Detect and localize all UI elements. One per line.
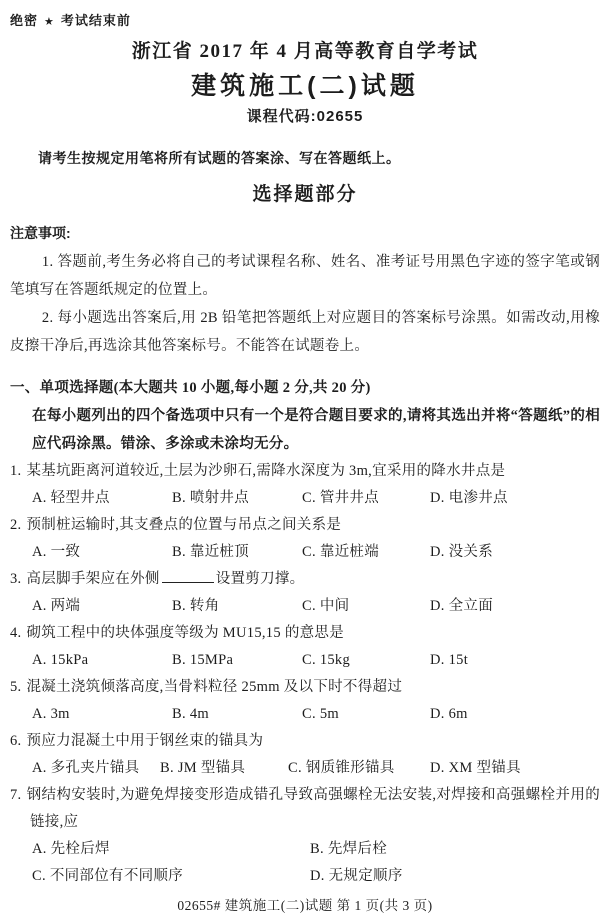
part-one-heading: 一、单项选择题(本大题共 10 小题,每小题 2 分,共 20 分) xyxy=(10,380,371,396)
question-number: 3. xyxy=(10,571,22,587)
question-2-text xyxy=(10,512,600,539)
option-c: C. 钢质锥形锚具 xyxy=(288,760,395,776)
notes-heading: 注意事项: xyxy=(10,225,71,241)
question-number: 6. xyxy=(10,733,22,749)
question-5-options xyxy=(32,701,600,728)
option-a: A. 一致 xyxy=(32,544,81,560)
course-code: 课程代码:02655 xyxy=(246,108,364,125)
option-d: D. 15t xyxy=(430,652,469,668)
exam-timing-label: 考试结束前 xyxy=(60,13,131,28)
fill-in-blank xyxy=(162,569,214,583)
option-a: A. 多孔夹片锚具 xyxy=(32,760,140,776)
question-text: 钢结构安装时,为避免焊接变形造成错孔导致高强螺栓无法安装,对焊接和高强螺栓并用的链接,应 xyxy=(26,787,600,830)
answer-sheet-notice: 请考生按规定用笔将所有试题的答案涂、写在答题纸上。 xyxy=(38,150,401,166)
question-text: 预制桩运输时,其支叠点的位置与吊点之间关系是 xyxy=(26,517,342,533)
question-number: 7. xyxy=(10,787,22,803)
question-7-options-row-1 xyxy=(32,836,600,863)
exam-session-title: 浙江省 2017 年 4 月高等教育自学考试 xyxy=(131,41,479,62)
option-b: B. 先焊后栓 xyxy=(310,841,388,857)
option-b: B. 15MPa xyxy=(172,652,234,668)
question-1 xyxy=(10,458,600,512)
part-one-instructions: 在每小题列出的四个备选项中只有一个是符合题目要求的,请将其选出并将“答题纸”的相应代码涂黑。错涂、多涂或未涂均无分。 xyxy=(32,408,600,452)
question-4-text xyxy=(10,620,600,647)
question-6-options xyxy=(32,755,600,782)
option-a: A. 15kPa xyxy=(32,652,89,668)
option-d: D. 无规定顺序 xyxy=(310,868,403,884)
star-icon: ★ xyxy=(44,16,55,28)
question-1-text xyxy=(10,458,600,485)
option-d: D. 电渗井点 xyxy=(430,490,508,506)
question-3-text xyxy=(10,566,600,593)
question-number: 5. xyxy=(10,679,22,695)
question-text-after-blank: 设置剪刀撑。 xyxy=(215,571,305,587)
option-c: C. 5m xyxy=(302,706,339,722)
page-footer: 02655# 建筑施工(二)试题 第 1 页(共 3 页) xyxy=(177,898,433,913)
option-b: B. JM 型锚具 xyxy=(160,760,246,776)
note-item-1: 1. 答题前,考生务必将自己的考试课程名称、姓名、准考证号用黑色字迹的签字笔或钢笔填写在答题纸规定的位置上。 xyxy=(10,254,600,298)
paper-title: 建筑施工(二)试题 xyxy=(191,72,419,100)
question-2-options xyxy=(32,539,600,566)
option-d: D. 没关系 xyxy=(430,544,494,560)
option-c: C. 管井井点 xyxy=(302,490,380,506)
question-4-options xyxy=(32,647,600,674)
option-d: D. 全立面 xyxy=(430,598,494,614)
question-number: 2. xyxy=(10,517,22,533)
question-1-options xyxy=(32,485,600,512)
note-item-2: 2. 每小题选出答案后,用 2B 铅笔把答题纸上对应题目的答案标号涂黑。如需改动,用橡皮擦干净后,再选涂其他答案标号。不能答在试题卷上。 xyxy=(10,310,600,354)
classification-label: 绝密 xyxy=(10,13,39,28)
section-title: 选择题部分 xyxy=(252,184,358,205)
question-7-options-row-2 xyxy=(32,863,600,890)
question-5-text xyxy=(10,674,600,701)
question-3 xyxy=(10,566,600,620)
question-5 xyxy=(10,674,600,728)
question-7 xyxy=(10,782,600,890)
option-a: A. 轻型井点 xyxy=(32,490,110,506)
option-c: C. 15kg xyxy=(302,652,351,668)
question-text: 预应力混凝土中用于钢丝束的锚具为 xyxy=(26,733,264,749)
option-a: A. 两端 xyxy=(32,598,81,614)
question-7-text xyxy=(10,782,600,836)
question-number: 4. xyxy=(10,625,22,641)
question-4 xyxy=(10,620,600,674)
option-a: A. 3m xyxy=(32,706,70,722)
question-6-text xyxy=(10,728,600,755)
option-a: A. 先栓后焊 xyxy=(32,841,110,857)
question-6 xyxy=(10,728,600,782)
option-d: D. 6m xyxy=(430,706,468,722)
option-b: B. 靠近桩顶 xyxy=(172,544,250,560)
question-text: 砌筑工程中的块体强度等级为 MU15,15 的意思是 xyxy=(26,625,345,641)
option-b: B. 4m xyxy=(172,706,209,722)
question-3-options xyxy=(32,593,600,620)
option-b: B. 喷射井点 xyxy=(172,490,250,506)
option-c: C. 靠近桩端 xyxy=(302,544,380,560)
option-d: D. XM 型锚具 xyxy=(430,760,521,776)
question-number: 1. xyxy=(10,463,22,479)
question-text: 某基坑距离河道较近,土层为沙卵石,需降水深度为 3m,宜采用的降水井点是 xyxy=(26,463,506,479)
option-c: C. 中间 xyxy=(302,598,350,614)
question-text: 混凝土浇筑倾落高度,当骨料粒径 25mm 及以下时不得超过 xyxy=(26,679,403,695)
classification-line xyxy=(10,10,600,29)
question-text-before-blank: 高层脚手架应在外侧 xyxy=(26,571,160,587)
question-2 xyxy=(10,512,600,566)
option-b: B. 转角 xyxy=(172,598,220,614)
option-c: C. 不同部位有不同顺序 xyxy=(32,868,184,884)
